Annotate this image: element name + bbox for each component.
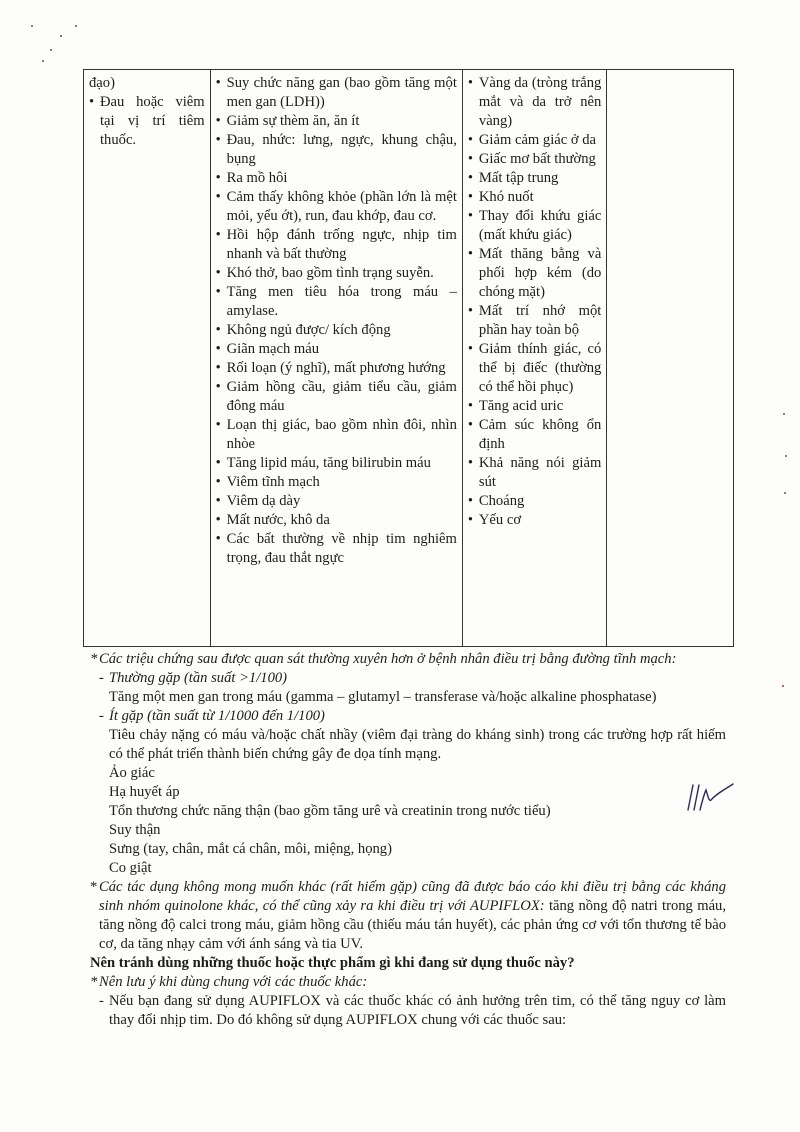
list-item: • Không ngủ được/ kích động (216, 321, 457, 340)
scan-speck (785, 455, 787, 457)
common-effects-text: Tăng một men gan trong máu (gamma – glutamyl – transferase và/hoặc alkaline phosphatase) (109, 689, 657, 705)
list-item: • Giảm thính giác, có thể bị điếc (thường có thể hồi phục) (468, 340, 601, 397)
list-item: • Suy chức năng gan (bao gồm tăng một men gan (LDH)) (216, 74, 457, 112)
table-cell-col3 (462, 70, 606, 647)
list-item: • Viêm dạ dày (216, 492, 457, 511)
list-item: • Khả năng nói giảm sút (468, 454, 601, 492)
common-frequency-heading: - Thường gặp (tần suất >1/100) (90, 669, 726, 688)
rare-effects-list (90, 726, 726, 878)
quinolone-note-italic: Các tác dụng không mong muốn khác (rất hiếm gặp) cũng đã được báo cáo khi điều trị bằng các kháng sinh nhóm quinolone khác, có thể cũng xảy ra khi điều trị với AUPIFLOX: (99, 879, 726, 914)
list-item: • Vàng da (tròng trắng mắt và da trở nên vàng) (468, 74, 601, 131)
scan-speck (783, 413, 785, 415)
list-item: • Tăng men tiêu hóa trong máu – amylase. (216, 283, 457, 321)
rare-effect-line: Suy thận (109, 822, 161, 838)
list-item: • Hồi hộp đánh trống ngực, nhịp tim nhanh và bất thường (216, 226, 457, 264)
rare-effect-line: Sưng (tay, chân, mắt cá chân, môi, miệng, họng) (109, 841, 392, 857)
scan-speck (31, 25, 33, 27)
bullet-list (468, 74, 601, 530)
scan-speck (75, 25, 77, 27)
table-cell-col4 (607, 70, 734, 647)
list-item: • Tăng lipid máu, tăng bilirubin máu (216, 454, 457, 473)
list-item: • Mất nước, khô da (216, 511, 457, 530)
table-row (84, 70, 734, 647)
list-item: • Ra mồ hôi (216, 169, 457, 188)
bullet-list (216, 74, 457, 568)
list-item: • Mất tập trung (468, 169, 601, 188)
list-item: • Khó nuốt (468, 188, 601, 207)
table-cell-col1 (84, 70, 211, 647)
rare-effect-line: Co giật (109, 860, 152, 876)
interaction-note: * Nên lưu ý khi dùng chung với các thuốc khác: (90, 973, 726, 992)
list-item: • Giấc mơ bất thường (468, 150, 601, 169)
scan-speck (50, 49, 52, 51)
rare-effect-line: Tiêu chảy nặng có máu và/hoặc chất nhầy (viêm đại tràng do kháng sinh) trong các trường hợp rất hiếm có thể phát triển thành biến chứng gây đe dọa tính mạng. (109, 727, 726, 762)
list-item: • Cảm thấy không khỏe (phần lớn là mệt mỏi, yếu ớt), run, đau khớp, đau cơ. (216, 188, 457, 226)
list-item: • Giảm hồng cầu, giảm tiểu cầu, giảm đông máu (216, 378, 457, 416)
list-item: • Mất trí nhớ một phần hay toàn bộ (468, 302, 601, 340)
quinolone-note (90, 878, 726, 954)
iv-note-intro: * Các triệu chứng sau được quan sát thường xuyên hơn ở bệnh nhân điều trị bằng đường tĩnh mạch: (90, 650, 726, 669)
list-item: • Đau, nhức: lưng, ngực, khung chậu, bụng (216, 131, 457, 169)
list-item: • Các bất thường về nhịp tim nghiêm trọng, đau thắt ngực (216, 530, 457, 568)
scan-speck (782, 685, 784, 687)
list-item: • Giảm sự thèm ăn, ăn ít (216, 112, 457, 131)
interaction-item: - Nếu bạn đang sử dụng AUPIFLOX và các thuốc khác có ảnh hưởng trên tim, có thể tăng nguy cơ làm thay đổi nhịp tim. Do đó không sử dụng AUPIFLOX chung với các thuốc sau: (90, 992, 726, 1030)
scan-speck (42, 60, 44, 62)
document-body (90, 650, 726, 1030)
list-item: • Khó thở, bao gồm tình trạng suyễn. (216, 264, 457, 283)
handwritten-signature-mark (684, 780, 736, 820)
rare-effect-line: Ảo giác (109, 765, 155, 781)
list-item: • Cảm súc không ổn định (468, 416, 601, 454)
cell-lead-text: đạo) (89, 75, 115, 91)
list-item: • Đau hoặc viêm tại vị trí tiêm thuốc. (89, 93, 205, 150)
list-item: • Mất thăng bằng và phối hợp kém (do chóng mặt) (468, 245, 601, 302)
rare-effect-line: Tổn thương chức năng thận (bao gồm tăng urê và creatinin trong nước tiểu) (109, 803, 551, 819)
list-item: • Tăng acid uric (468, 397, 601, 416)
list-item: • Loạn thị giác, bao gồm nhìn đôi, nhìn nhòe (216, 416, 457, 454)
list-item: • Choáng (468, 492, 601, 511)
table-cell-col2 (210, 70, 462, 647)
scan-speck (60, 35, 62, 37)
bullet-list (89, 93, 205, 150)
section-heading: Nên tránh dùng những thuốc hoặc thực phẩm gì khi đang sử dụng thuốc này? (90, 955, 575, 971)
list-item: • Rối loạn (ý nghĩ), mất phương hướng (216, 359, 457, 378)
list-item: • Thay đổi khứu giác (mất khứu giác) (468, 207, 601, 245)
quinolone-note-plain: tăng nồng độ natri trong máu, tăng nồng độ calci trong máu, giảm hồng cầu (thiếu máu tán huyết), các phản ứng cơ với tổn thương tế bào cơ, da tăng nhạy cảm với ánh sáng và tia UV. (99, 898, 726, 952)
rare-frequency-heading: - Ít gặp (tần suất từ 1/1000 đến 1/100) (90, 707, 726, 726)
list-item: • Giảm cảm giác ở da (468, 131, 601, 150)
side-effects-table (83, 69, 734, 647)
scan-speck (784, 492, 786, 494)
list-item: • Viêm tĩnh mạch (216, 473, 457, 492)
rare-effect-line: Hạ huyết áp (109, 784, 180, 800)
list-item: • Yếu cơ (468, 511, 601, 530)
list-item: • Giãn mạch máu (216, 340, 457, 359)
